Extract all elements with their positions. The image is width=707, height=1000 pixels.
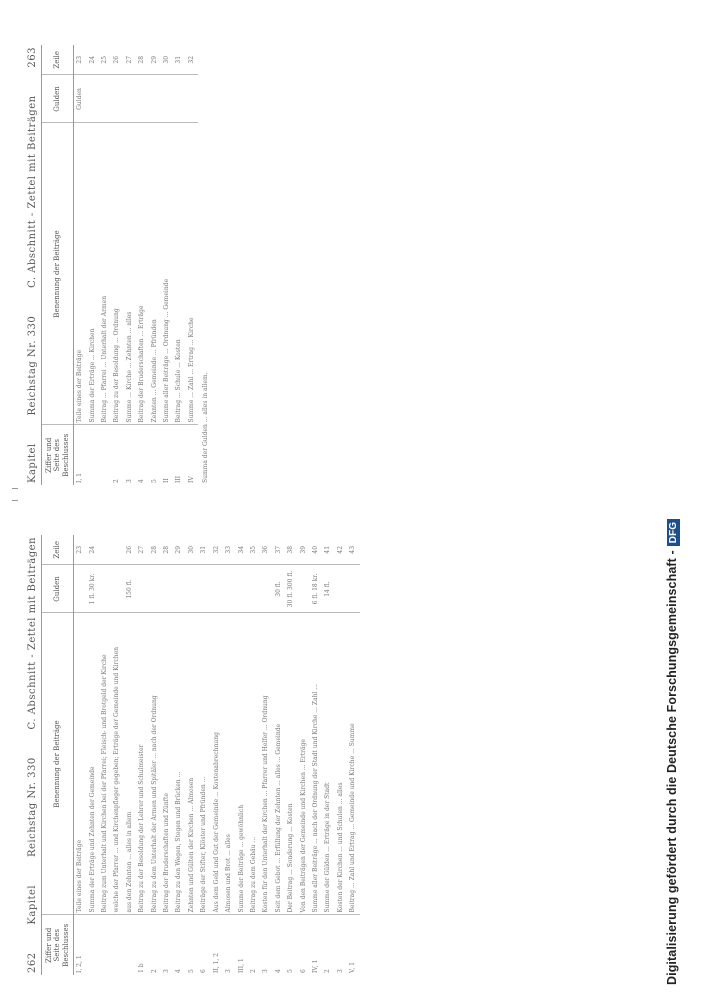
upper-cell-text: Beitrag ... Pfarrei ... Unterhalt der Armen <box>101 295 109 423</box>
upper-cell-line: 31 <box>173 45 185 75</box>
lower-cell-ref: IV, 1 <box>310 915 322 975</box>
lower-cell-text: Beitrag zu dem Unterhalt der Armen und Spitäler ... nach der Ordnung <box>150 695 158 913</box>
lower-cell-text: Summa der Erträge und Zehnten der Gemeinde <box>88 766 96 913</box>
lower-cell-line: 42 <box>335 535 347 565</box>
upper-table-row <box>111 45 123 485</box>
upper-table-row <box>99 45 111 485</box>
lower-cell-text: Summe der Beiträge ... gewöhnlich <box>237 804 245 913</box>
lower-table-row <box>285 535 297 975</box>
lower-cell-ref: V, 1 <box>347 915 359 975</box>
lower-cell-amount <box>111 565 123 613</box>
upper-cell-ref: 5 <box>149 425 161 485</box>
upper-header-left: Kapitel <box>27 443 38 483</box>
lower-table <box>42 535 360 975</box>
lower-cell-text: aus den Zehnten ... alles in allem <box>125 811 133 913</box>
lower-cell-text: Beitrag zu der Besoldung der Lehrer und Schulmeister <box>138 744 146 913</box>
lower-cell-line: 28 <box>161 535 173 565</box>
upper-cell-text: Zehnten ... Gemeinde ... Pfründen <box>150 319 158 423</box>
lower-cell-line: 26 <box>124 535 136 565</box>
upper-cell-line: 26 <box>111 45 123 75</box>
lower-cell-ref <box>111 915 123 975</box>
upper-table-row <box>74 45 87 485</box>
upper-cell-amount <box>149 75 161 123</box>
lower-cell-text: Zehnten und Gülten der Kirchen ... Almosen <box>187 777 195 913</box>
lower-cell-ref: II, 1, 2 <box>211 915 223 975</box>
lower-cell-amount: 14 fl. <box>322 565 334 613</box>
lower-cell-amount: 6 fl. 18 kr. <box>310 565 322 613</box>
lower-cell-line: 29 <box>173 535 185 565</box>
upper-cell-line: 30 <box>161 45 173 75</box>
upper-table-row <box>161 45 173 485</box>
lower-cell-line: 30 <box>186 535 198 565</box>
lower-cell-ref: 3 <box>335 915 347 975</box>
lower-table-row <box>87 535 99 975</box>
upper-table-row <box>186 45 198 485</box>
lower-cell-ref <box>99 915 111 975</box>
upper-cell-amount <box>124 75 136 123</box>
lower-cell-line: 35 <box>248 535 260 565</box>
upper-cell-text: Teile eines der Beiträge <box>76 349 84 423</box>
upper-table-row <box>136 45 148 485</box>
lower-header-right: C. Abschnitt - Zettel mit Beiträgen <box>27 537 38 730</box>
lower-table-row <box>149 535 161 975</box>
lower-cell-line: 34 <box>236 535 248 565</box>
lower-page-header <box>20 535 42 975</box>
upper-cell-line: 27 <box>124 45 136 75</box>
lower-cell-ref: 1 b <box>136 915 148 975</box>
upper-cell-ref <box>99 425 111 485</box>
lower-cell-amount: 30 fl. <box>273 565 285 613</box>
lower-cell-ref: 3 <box>161 915 173 975</box>
lower-table-row <box>111 535 123 975</box>
upper-cell-text: Summe ... Kirche ... Zehnten ... alles <box>125 311 133 423</box>
lower-cell-ref: I, 2, 1 <box>74 915 87 975</box>
lower-cell-text: Teile eines der Beiträge <box>76 839 84 913</box>
upper-page-number: 263 <box>27 47 38 68</box>
lower-cell-text: Aus dem Geld und Gut der Gemeinde ... Kostenabrechnung <box>212 732 220 913</box>
lower-cell-amount <box>248 565 260 613</box>
lower-cell-amount <box>198 565 210 613</box>
lower-table-row <box>173 535 185 975</box>
upper-cell-amount <box>99 75 111 123</box>
upper-cell-text: Summa der Erträge ... Kirchen <box>88 328 96 423</box>
lower-cell-text: Beitrag zu dem Gebäu ... <box>249 836 257 913</box>
lower-cell-amount <box>347 565 359 613</box>
upper-cell-line: 24 <box>87 45 99 75</box>
upper-col-header-1: Benennung der Beiträge <box>42 123 74 425</box>
upper-page-header <box>20 45 42 485</box>
lower-cell-ref: III, 1 <box>236 915 248 975</box>
lower-cell-line: 43 <box>347 535 359 565</box>
lower-cell-text: welche der Pfarrer ... und Kirchenpfleger gegeben; Erträge der Gemeinde und Kirchen <box>113 646 121 913</box>
lower-cell-amount: 1 fl. 30 kr. <box>87 565 99 613</box>
upper-cell-line: 29 <box>149 45 161 75</box>
lower-cell-amount <box>298 565 310 613</box>
lower-cell-amount: 30 fl. 300 fl. <box>285 565 297 613</box>
lower-table-row <box>273 535 285 975</box>
lower-col-header-0: Ziffer und Seite des Beschlusses <box>42 915 74 975</box>
lower-table-row <box>99 535 111 975</box>
lower-table-row <box>223 535 235 975</box>
lower-cell-text: Kosten der Kirchen ... und Schulen ... alles <box>336 782 344 913</box>
upper-cell-line: 23 <box>74 45 87 75</box>
center-fold-mark-top <box>12 488 18 489</box>
upper-table-row <box>173 45 185 485</box>
lower-cell-line: 39 <box>298 535 310 565</box>
lower-table-row <box>236 535 248 975</box>
upper-cell-ref: IV <box>186 425 198 485</box>
lower-col-header-1: Benennung der Beiträge <box>42 613 74 915</box>
upper-cell-text: Beitrag zu der Besoldung ... Ordnung <box>113 308 121 423</box>
lower-cell-line <box>111 535 123 565</box>
center-fold-mark-bottom <box>12 500 18 501</box>
upper-cell-amount: Gulden <box>74 75 87 123</box>
lower-cell-text: Von den Beiträgen der Gemeinde und Kirchen ... Erträge <box>299 739 307 913</box>
lower-cell-amount <box>236 565 248 613</box>
lower-cell-amount <box>149 565 161 613</box>
upper-cell-amount <box>111 75 123 123</box>
lower-cell-text: Almosen und Brot ... alles <box>225 834 233 913</box>
lower-cell-line: 36 <box>260 535 272 565</box>
lower-cell-line: 32 <box>211 535 223 565</box>
lower-cell-amount: 150 fl. <box>124 565 136 613</box>
lower-cell-ref: 6 <box>298 915 310 975</box>
lower-cell-ref <box>87 915 99 975</box>
lower-table-row <box>211 535 223 975</box>
lower-cell-ref: 3 <box>223 915 235 975</box>
lower-table-body <box>74 535 360 975</box>
lower-cell-line: 37 <box>273 535 285 565</box>
lower-cell-amount <box>260 565 272 613</box>
lower-cell-line: 31 <box>198 535 210 565</box>
upper-col-header-2: Gulden <box>42 75 74 123</box>
lower-cell-text: Seit dem Gebot ... Erfüllung der Zehnten ... alles ... Gemeinde <box>274 723 282 913</box>
lower-table-row <box>260 535 272 975</box>
upper-footnote: Summa der Gulden ... alles in allem. <box>202 372 210 483</box>
lower-cell-ref: 6 <box>198 915 210 975</box>
lower-cell-text: Summe aller Beiträge ... nach der Ordnung der Stadt und Kirche ... Zahl ... <box>311 683 319 913</box>
upper-cell-ref: 3 <box>124 425 136 485</box>
lower-cell-amount <box>335 565 347 613</box>
upper-header-right: C. Abschnitt - Zettel mit Beiträgen <box>27 95 38 288</box>
upper-cell-ref: II <box>161 425 173 485</box>
upper-cell-ref: I, 1 <box>74 425 87 485</box>
lower-table-row <box>347 535 359 975</box>
upper-cell-ref <box>87 425 99 485</box>
lower-cell-line: 28 <box>149 535 161 565</box>
upper-cell-text: Summe aller Beiträge ... Ordnung ... Gemeinde <box>163 278 171 423</box>
lower-cell-ref: 4 <box>173 915 185 975</box>
lower-cell-line: 33 <box>223 535 235 565</box>
lower-cell-amount <box>186 565 198 613</box>
lower-cell-line: 27 <box>136 535 148 565</box>
lower-cell-amount <box>161 565 173 613</box>
lower-table-row <box>74 535 87 975</box>
upper-cell-ref: III <box>173 425 185 485</box>
lower-cell-text: Beitrag der Bruderschaften und Zünfte <box>163 793 171 913</box>
lower-col-header-3: Zeile <box>42 535 74 565</box>
lower-cell-line: 38 <box>285 535 297 565</box>
upper-page <box>20 45 670 485</box>
lower-table-row <box>298 535 310 975</box>
lower-cell-ref <box>124 915 136 975</box>
lower-cell-line: 23 <box>74 535 87 565</box>
upper-cell-amount <box>186 75 198 123</box>
lower-page <box>20 535 670 975</box>
upper-cell-text: Summe ... Zahl ... Ertrag ... Kirche <box>187 317 195 423</box>
lower-cell-line: 41 <box>322 535 334 565</box>
upper-col-header-3: Zeile <box>42 45 74 75</box>
lower-cell-ref: 2 <box>149 915 161 975</box>
lower-cell-text: Summe der Gülden ... Erträge in der Stadt <box>324 782 332 913</box>
lower-col-header-2: Gulden <box>42 565 74 613</box>
lower-cell-text: Der Beitrag ... Sonderung ... Kosten <box>287 803 295 913</box>
upper-table <box>42 45 198 485</box>
upper-cell-amount <box>136 75 148 123</box>
lower-table-row <box>322 535 334 975</box>
lower-header-left: Kapitel <box>27 884 38 925</box>
lower-cell-text: Beitrag zum Unterhalt und Kirchen bei der Pfarrei; Fleisch- und Brotgeld der Kirche <box>101 654 109 913</box>
upper-cell-line: 25 <box>99 45 111 75</box>
lower-table-row <box>186 535 198 975</box>
upper-table-row <box>87 45 99 485</box>
lower-table-row <box>124 535 136 975</box>
lower-cell-line: 24 <box>87 535 99 565</box>
upper-cell-line: 32 <box>186 45 198 75</box>
lower-cell-ref: 2 <box>248 915 260 975</box>
upper-table-row <box>124 45 136 485</box>
lower-table-row <box>310 535 322 975</box>
upper-cell-line: 28 <box>136 45 148 75</box>
lower-cell-amount <box>99 565 111 613</box>
upper-col-header-0: Ziffer und Seite des Beschlusses <box>42 425 74 485</box>
lower-cell-ref: 5 <box>285 915 297 975</box>
lower-cell-text: Kosten für den Unterhalt der Kirchen ... Pfarrer und Helfer ... Ordnung <box>262 695 270 913</box>
upper-cell-ref: 4 <box>136 425 148 485</box>
lower-cell-ref: 2 <box>322 915 334 975</box>
lower-cell-ref: 3 <box>260 915 272 975</box>
upper-cell-ref: 2 <box>111 425 123 485</box>
lower-table-row <box>335 535 347 975</box>
lower-cell-text: Beiträge der Stifter, Klöster und Pfründen ... <box>200 776 208 913</box>
dfg-logo-badge: DFG <box>667 519 680 546</box>
upper-cell-text: Beitrag ... Schule ... Kosten <box>175 339 183 423</box>
lower-table-row <box>136 535 148 975</box>
upper-table-body <box>74 45 199 485</box>
lower-table-row <box>248 535 260 975</box>
upper-cell-amount <box>173 75 185 123</box>
upper-header-center: Reichstag Nr. 330 <box>27 315 38 416</box>
lower-header-center: Reichstag Nr. 330 <box>27 757 38 858</box>
upper-cell-amount <box>161 75 173 123</box>
lower-cell-line: 40 <box>310 535 322 565</box>
lower-table-row <box>198 535 210 975</box>
lower-cell-text: Beitrag zu den Wegen, Stegen und Brücken ... <box>175 771 183 913</box>
lower-page-number: 262 <box>27 952 38 973</box>
lower-cell-ref: 4 <box>273 915 285 975</box>
lower-table-row <box>161 535 173 975</box>
upper-cell-amount <box>87 75 99 123</box>
lower-cell-amount <box>136 565 148 613</box>
lower-cell-text: Beitrag ... Zahl und Ertrag ... Gemeinde und Kirche ... Summe <box>349 723 357 913</box>
upper-table-row <box>149 45 161 485</box>
lower-cell-line <box>99 535 111 565</box>
dfg-sidebar-text: Digitalisierung gefördert durch die Deutsche Forschungsgemeinschaft - <box>665 550 679 985</box>
lower-cell-amount <box>223 565 235 613</box>
dfg-sidebar <box>665 519 680 985</box>
lower-cell-ref: 5 <box>186 915 198 975</box>
lower-cell-amount <box>74 565 87 613</box>
upper-cell-text: Beitrag der Bruderschaften ... Erträge <box>138 305 146 423</box>
lower-cell-amount <box>211 565 223 613</box>
lower-cell-amount <box>173 565 185 613</box>
